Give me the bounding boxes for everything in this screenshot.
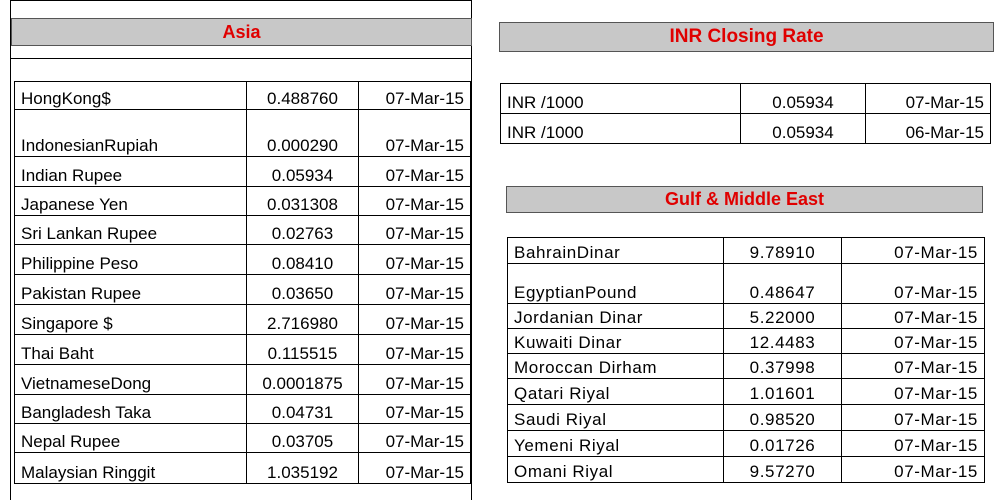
gulf-row [508, 405, 985, 431]
inr-header [499, 22, 994, 52]
rate-date: 07-Mar-15 [842, 457, 985, 483]
rate-value: 0.37998 [724, 354, 842, 379]
gulf-rates-table [507, 237, 985, 483]
rate-date: 07-Mar-15 [359, 187, 471, 216]
asia-row [15, 365, 471, 395]
rate-value: 0.03650 [247, 275, 359, 305]
asia-header [11, 18, 472, 46]
asia-frame-top [10, 0, 472, 1]
rate-date: 07-Mar-15 [842, 379, 985, 405]
rate-date: 07-Mar-15 [359, 245, 471, 275]
currency-name: Kuwaiti Dinar [508, 329, 724, 354]
gulf-header [506, 186, 983, 213]
rate-value: 0.01726 [724, 431, 842, 457]
rate-date: 07-Mar-15 [359, 157, 471, 187]
inr-rates-table [500, 83, 991, 144]
currency-name: HongKong$ [15, 82, 247, 110]
currency-name: IndonesianRupiah [15, 110, 247, 157]
rate-value: 0.115515 [247, 335, 359, 365]
rate-value: 1.035192 [247, 453, 359, 484]
rate-date: 07-Mar-15 [359, 335, 471, 365]
gulf-title: Gulf & Middle East [664, 189, 824, 209]
rate-date: 07-Mar-15 [842, 264, 985, 304]
currency-name: Saudi Riyal [508, 405, 724, 431]
currency-name: Jordanian Dinar [508, 304, 724, 329]
rate-date: 07-Mar-15 [359, 453, 471, 484]
rate-date: 07-Mar-15 [359, 110, 471, 157]
currency-name: Indian Rupee [15, 157, 247, 187]
rate-value: 0.02763 [247, 216, 359, 245]
asia-frame-right [471, 0, 472, 500]
rate-date: 07-Mar-15 [866, 84, 991, 114]
rate-date: 07-Mar-15 [359, 424, 471, 453]
gulf-row [508, 304, 985, 329]
asia-row [15, 305, 471, 335]
rate-value: 0.000290 [247, 110, 359, 157]
currency-name: Bangladesh Taka [15, 395, 247, 424]
asia-row [15, 395, 471, 424]
asia-row [15, 157, 471, 187]
currency-name: Philippine Peso [15, 245, 247, 275]
asia-row [15, 187, 471, 216]
rate-date: 07-Mar-15 [359, 395, 471, 424]
rate-date: 06-Mar-15 [866, 114, 991, 144]
gulf-row [508, 431, 985, 457]
asia-row [15, 245, 471, 275]
rate-value: 2.716980 [247, 305, 359, 335]
currency-name: Malaysian Ringgit [15, 453, 247, 484]
asia-row [15, 216, 471, 245]
currency-name: EgyptianPound [508, 264, 724, 304]
currency-name: Omani Riyal [508, 457, 724, 483]
inr-title: INR Closing Rate [669, 26, 824, 47]
rate-value: 0.05934 [247, 157, 359, 187]
asia-row [15, 335, 471, 365]
asia-frame-mid [10, 58, 472, 59]
rate-date: 07-Mar-15 [842, 304, 985, 329]
gulf-row [508, 379, 985, 405]
asia-rates-table [14, 81, 471, 484]
rate-date: 07-Mar-15 [359, 82, 471, 110]
rate-value: 0.98520 [724, 405, 842, 431]
rate-value: 0.0001875 [247, 365, 359, 395]
currency-name: Moroccan Dirham [508, 354, 724, 379]
rate-date: 07-Mar-15 [842, 354, 985, 379]
rate-value: 0.488760 [247, 82, 359, 110]
rate-value: 5.22000 [724, 304, 842, 329]
rate-date: 07-Mar-15 [842, 431, 985, 457]
inr-row [501, 84, 991, 114]
currency-name: Singapore $ [15, 305, 247, 335]
rate-date: 07-Mar-15 [359, 275, 471, 305]
rate-date: 07-Mar-15 [842, 329, 985, 354]
inr-row [501, 114, 991, 144]
rate-value: 0.48647 [724, 264, 842, 304]
rate-date: 07-Mar-15 [359, 305, 471, 335]
rate-value: 12.4483 [724, 329, 842, 354]
rate-value: 0.05934 [741, 114, 866, 144]
rate-value: 0.031308 [247, 187, 359, 216]
gulf-row [508, 457, 985, 483]
gulf-row [508, 329, 985, 354]
currency-name: INR /1000 [501, 114, 741, 144]
rate-value: 0.08410 [247, 245, 359, 275]
rate-value: 9.57270 [724, 457, 842, 483]
currency-name: Sri Lankan Rupee [15, 216, 247, 245]
gulf-row [508, 354, 985, 379]
rate-value: 0.05934 [741, 84, 866, 114]
currency-name: VietnameseDong [15, 365, 247, 395]
asia-row [15, 453, 471, 484]
gulf-row [508, 238, 985, 264]
rate-date: 07-Mar-15 [359, 216, 471, 245]
rate-date: 07-Mar-15 [842, 405, 985, 431]
rate-date: 07-Mar-15 [842, 238, 985, 264]
asia-frame-left [10, 0, 11, 500]
currency-name: Qatari Riyal [508, 379, 724, 405]
rate-value: 9.78910 [724, 238, 842, 264]
currency-name: BahrainDinar [508, 238, 724, 264]
asia-row [15, 82, 471, 110]
currency-name: Yemeni Riyal [508, 431, 724, 457]
asia-row [15, 424, 471, 453]
rate-value: 0.04731 [247, 395, 359, 424]
rate-value: 0.03705 [247, 424, 359, 453]
rate-date: 07-Mar-15 [359, 365, 471, 395]
currency-name: INR /1000 [501, 84, 741, 114]
asia-title: Asia [222, 22, 261, 42]
asia-row [15, 110, 471, 157]
gulf-row [508, 264, 985, 304]
currency-name: Pakistan Rupee [15, 275, 247, 305]
currency-name: Nepal Rupee [15, 424, 247, 453]
rate-value: 1.01601 [724, 379, 842, 405]
currency-name: Japanese Yen [15, 187, 247, 216]
asia-row [15, 275, 471, 305]
currency-name: Thai Baht [15, 335, 247, 365]
